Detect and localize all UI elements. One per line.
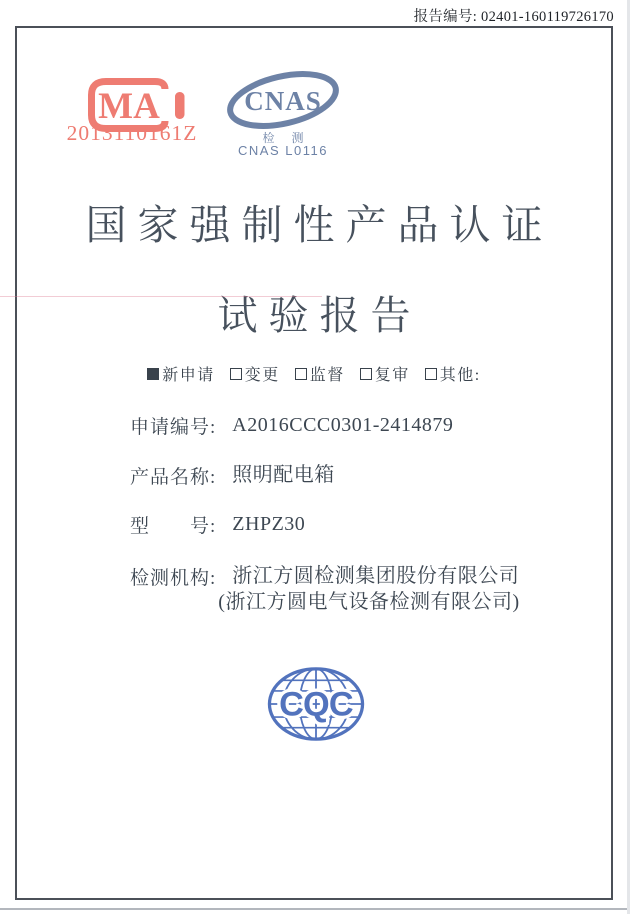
report-number-label: 报告编号: bbox=[413, 9, 478, 25]
checkbox-item-other bbox=[425, 362, 481, 385]
field-testing-agency bbox=[130, 563, 520, 615]
checkbox-label: 其他: bbox=[439, 367, 481, 384]
field-value bbox=[218, 563, 520, 615]
checkbox-item-new-application bbox=[147, 362, 215, 385]
cma-certificate-code: 2013110161Z bbox=[66, 121, 198, 145]
checkbox-other bbox=[425, 368, 437, 380]
checkbox-review bbox=[360, 368, 372, 380]
checkbox-label: 变更 bbox=[244, 367, 280, 384]
application-type-row bbox=[15, 362, 613, 385]
cnas-accreditation-number: CNAS L0116 bbox=[238, 143, 328, 158]
field-application-number bbox=[130, 412, 453, 439]
field-label: 申请编号: bbox=[130, 417, 217, 438]
cnas-caption: 检 测 bbox=[262, 131, 311, 145]
checkbox-item-review bbox=[360, 362, 410, 385]
report-number bbox=[414, 5, 614, 26]
field-label: 产品名称: bbox=[130, 467, 217, 488]
report-number-value: 02401-160119726170 bbox=[481, 9, 614, 25]
scan-bottom-edge bbox=[0, 908, 630, 910]
checkbox-supervision bbox=[295, 368, 307, 380]
field-value: 照明配电箱 bbox=[232, 464, 335, 486]
checkbox-label: 监督 bbox=[309, 367, 345, 384]
document-subtitle: 试验报告 bbox=[217, 293, 422, 338]
field-label: 型 号: bbox=[130, 516, 217, 537]
field-label: 检测机构: bbox=[130, 568, 217, 589]
checkbox-item-change bbox=[230, 362, 280, 385]
field-value: ZHPZ30 bbox=[232, 513, 306, 535]
field-value: A2016CCC0301-2414879 bbox=[232, 414, 454, 436]
checkbox-new-application bbox=[147, 368, 159, 380]
checkbox-label: 复审 bbox=[374, 367, 410, 384]
checkbox-change bbox=[230, 368, 242, 380]
testing-agency-line1: 浙江方圆检测集团股份有限公司 bbox=[232, 565, 520, 587]
cnas-letters: CNAS bbox=[244, 86, 322, 116]
testing-agency-line2: (浙江方圆电气设备检测有限公司) bbox=[218, 591, 520, 613]
cqc-letters: CQC bbox=[279, 685, 353, 724]
field-product-name bbox=[130, 462, 335, 489]
cqc-logo-icon bbox=[267, 664, 365, 744]
checkbox-label: 新申请 bbox=[162, 367, 215, 384]
cnas-logo-icon bbox=[224, 69, 342, 131]
scan-artifact-line bbox=[0, 296, 322, 297]
cma-letters: MA bbox=[98, 86, 160, 127]
field-model bbox=[130, 511, 305, 538]
document-title: 国家强制性产品认证 bbox=[85, 202, 554, 248]
checkbox-item-supervision bbox=[295, 362, 345, 385]
